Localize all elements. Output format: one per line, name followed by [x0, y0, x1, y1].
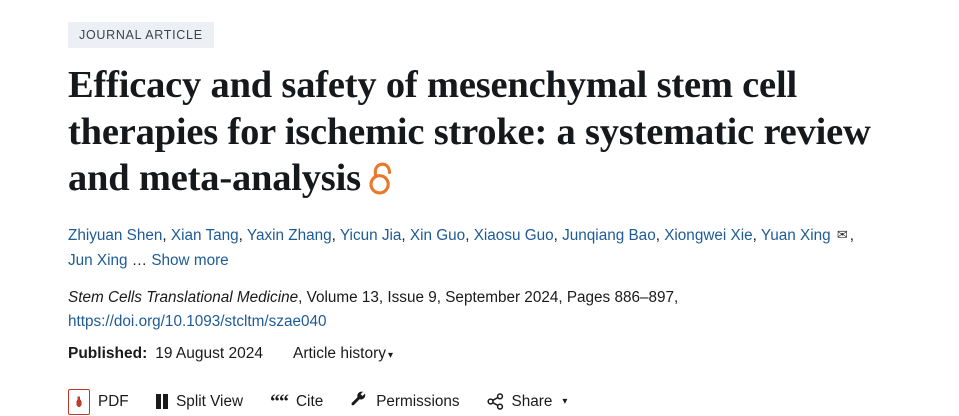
author-separator: , — [553, 226, 563, 244]
author-link[interactable]: Yuan Xing — [760, 226, 831, 244]
share-label: Share — [511, 392, 553, 410]
author-link[interactable]: Zhiyuan Shen — [68, 226, 163, 244]
page-title-text: Efficacy and safety of mesenchymal stem cell therapies for ischemic stroke: a systematic review and meta-analysis — [68, 64, 871, 200]
author-link[interactable]: Junqiang Bao — [562, 226, 656, 244]
pdf-button[interactable] — [68, 389, 129, 415]
pdf-icon — [68, 389, 90, 415]
envelope-icon[interactable]: ✉ — [836, 226, 848, 242]
journal-name: Stem Cells Translational Medicine — [68, 289, 299, 307]
article-toolbar — [68, 383, 889, 415]
article-history-button[interactable] — [293, 345, 393, 363]
share-icon — [487, 393, 504, 410]
pdf-label: PDF — [98, 392, 129, 410]
author-link[interactable]: Jun Xing — [68, 251, 128, 269]
wrench-icon — [350, 390, 368, 413]
share-button[interactable] — [487, 393, 568, 411]
author-separator: , — [331, 226, 340, 244]
published-label: Published: — [68, 344, 148, 362]
page-title — [68, 62, 889, 208]
split-view-label: Split View — [176, 392, 243, 410]
author-separator: , — [752, 226, 761, 244]
author-link[interactable]: Xiongwei Xie — [664, 226, 753, 244]
author-separator: , — [655, 226, 665, 244]
author-separator: , — [238, 226, 247, 244]
cite-label: Cite — [296, 392, 324, 410]
chevron-down-icon: ▾ — [388, 349, 394, 361]
split-view-icon — [156, 394, 169, 409]
permissions-button[interactable] — [350, 390, 459, 413]
author-link[interactable]: Yaxin Zhang — [246, 226, 332, 244]
citation-details: , Volume 13, Issue 9, September 2024, Pages 886–897, — [298, 289, 679, 307]
published-date: 19 August 2024 — [155, 344, 263, 362]
author-list — [68, 224, 868, 274]
author-separator: , — [465, 226, 474, 244]
doi-link[interactable]: https://doi.org/10.1093/stcltm/szae040 — [68, 312, 327, 330]
article-history-label: Article history — [292, 344, 387, 362]
author-separator: , — [849, 226, 855, 244]
chevron-down-icon: ▾ — [562, 396, 568, 408]
authors-ellipsis: … — [131, 251, 148, 269]
author-separator: , — [401, 226, 410, 244]
split-view-button[interactable] — [156, 393, 243, 411]
author-link[interactable]: Yicun Jia — [339, 226, 402, 244]
permissions-label: Permissions — [376, 392, 460, 410]
open-lock-icon — [369, 161, 395, 208]
citation-line — [68, 286, 889, 310]
cite-button[interactable] — [270, 390, 324, 413]
quote-icon: ““ — [270, 390, 288, 413]
article-type-badge: JOURNAL ARTICLE — [68, 22, 214, 48]
author-link[interactable]: Xian Tang — [170, 226, 239, 244]
show-more-authors-button[interactable]: Show more — [151, 251, 229, 269]
author-link[interactable]: Xin Guo — [409, 226, 466, 244]
author-link[interactable]: Xiaosu Guo — [473, 226, 554, 244]
author-separator: , — [162, 226, 171, 244]
publication-row — [68, 345, 889, 363]
